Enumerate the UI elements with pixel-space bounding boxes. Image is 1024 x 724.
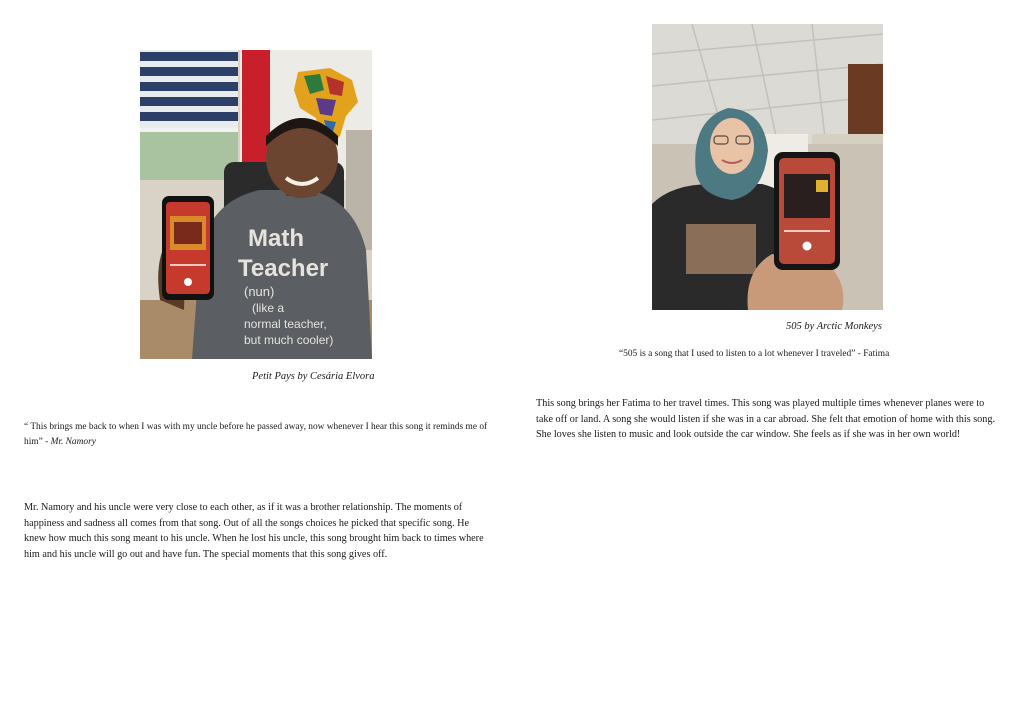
shirt-text-normal: normal teacher, bbox=[244, 317, 327, 331]
photo-mr-namory bbox=[140, 50, 372, 359]
shirt-text-cooler: but much cooler) bbox=[244, 333, 334, 347]
shirt-text-teacher: Teacher bbox=[238, 255, 329, 282]
shirt-text-math: Math bbox=[248, 225, 304, 252]
quote-left-text: “ This brings me back to when I was with my uncle before he passed away, now whenever I hear this song it reminds me of him” - bbox=[24, 422, 488, 447]
quote-left bbox=[24, 420, 494, 450]
paragraph-right: This song brings her Fatima to her travel times. This song was played multiple times whenever planes were to take off or land. A song she would listen if she was in a car abroad. She felt that emotion of home with this song. She loves she listen to music and look outside the car window. She feels as if she was in her own world! bbox=[536, 398, 996, 440]
shirt-text-like: (like a bbox=[252, 301, 285, 315]
quote-right: “505 is a song that I used to listen to a lot whenever I traveled” - Fatima bbox=[619, 349, 890, 359]
shirt-text-noun: (nun) bbox=[244, 284, 275, 299]
photo-fatima bbox=[652, 24, 883, 310]
paragraph-left: Mr. Namory and his uncle were very close to each other, as if it was a brother relationship. The moments of happiness and sadness all comes from that song. Out of all the songs choices he picked that specific song. He knew how much this song meant to his uncle. When he lost his uncle, this song brought him back to times where him and his uncle will go out and have fun. The special moments that this song gives off. bbox=[24, 502, 484, 560]
quote-left-attribution: Mr. Namory bbox=[50, 437, 96, 447]
caption-right: 505 by Arctic Monkeys bbox=[786, 321, 882, 332]
caption-left: Petit Pays by Cesária Elvora bbox=[252, 371, 375, 382]
